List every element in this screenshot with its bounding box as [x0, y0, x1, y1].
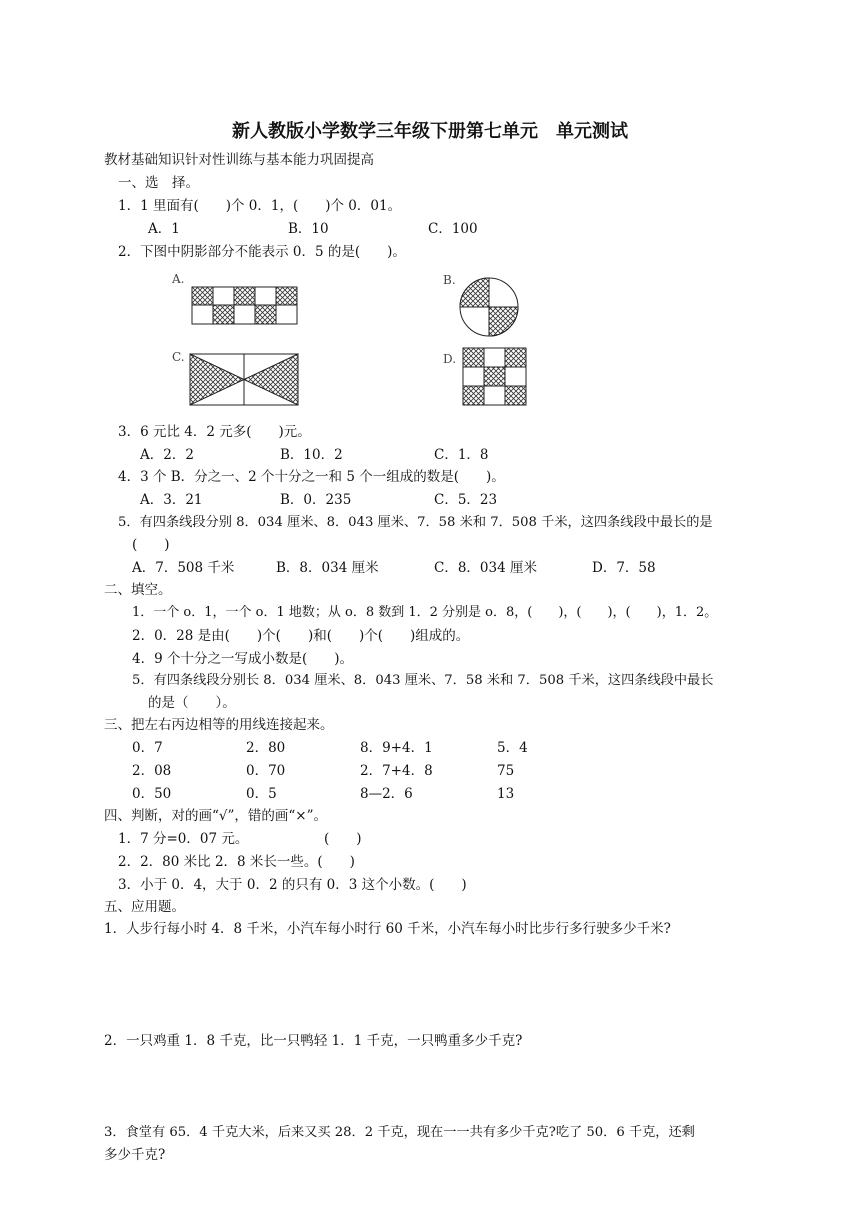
- match-item: 8．9+4．1: [360, 740, 433, 756]
- match-item: 8—2．6: [360, 786, 413, 802]
- figure-d-label: D.: [443, 352, 457, 366]
- option-a: A．2．2: [140, 447, 194, 463]
- option-d: D．7．58: [592, 560, 656, 576]
- option-b: B．10．2: [280, 447, 343, 463]
- question-1-5: 5．有四条线段分别 8．034 厘米、8．043 厘米、7．58 米和 7．508 千米，这四条线段中最长的是: [118, 515, 713, 530]
- option-a: A．7．508 千米: [132, 560, 235, 576]
- figure-a-label: A.: [172, 272, 185, 286]
- question-4-1: 1．7 分=0．07 元。: [118, 831, 249, 847]
- option-c: C．100: [428, 221, 478, 237]
- answer-paren: ( ): [132, 537, 170, 553]
- match-item: 2．80: [246, 740, 286, 756]
- option-b: B．10: [288, 221, 329, 237]
- match-item: 75: [497, 763, 515, 779]
- question-5-2: 2．一只鸡重 1．8 千克，比一只鸭轻 1．1 千克，一只鸭重多少千克?: [104, 1033, 523, 1049]
- question-4-3: 3．小于 0．4，大于 0．2 的只有 0．3 这个小数。( ): [118, 877, 467, 893]
- match-item: 5．4: [497, 740, 528, 756]
- option-b: B．8．034 厘米: [276, 560, 379, 576]
- match-item: 13: [497, 786, 515, 802]
- figure-b-label: B.: [443, 273, 456, 287]
- page-title: 新人教版小学数学三年级下册第七单元 单元测试: [232, 121, 628, 142]
- question-2-2: 2．0．28 是由( )个( )和( )个( )组成的。: [132, 628, 470, 644]
- match-item: 0．7: [132, 740, 163, 756]
- option-a: A．1: [148, 221, 180, 237]
- figure-a: [190, 285, 302, 327]
- question-2-4: 4．9 个十分之一写成小数是( )。: [132, 651, 354, 667]
- option-c: C．8．034 厘米: [434, 560, 537, 576]
- match-item: 2．08: [132, 763, 172, 779]
- figure-c: [188, 352, 302, 408]
- figure-d: [461, 346, 529, 408]
- answer-paren: ( ): [324, 831, 362, 847]
- section-4-heading: 四、判断，对的画“√”，错的画“×”。: [104, 808, 328, 824]
- question-2-1: 1．一个 o．1，一个 o．1 地数；从 o．8 数到 1．2 分别是 o．8，( )，( )，( )，1．2。: [132, 605, 718, 620]
- match-item: 0．50: [132, 786, 172, 802]
- question-2-5: 5．有四条线段分别长 8．034 厘米、8．043 厘米、7．58 米和 7．508 千米，这四条线段中最长: [132, 673, 714, 688]
- match-item: 0．70: [246, 763, 286, 779]
- section-1-heading: 一、选 择。: [118, 175, 199, 191]
- section-2-heading: 二、填空。: [104, 582, 172, 598]
- subtitle: 教材基础知识针对性训练与基本能力巩固提高: [104, 152, 374, 168]
- question-4-2: 2．2．80 米比 2．8 米长一些。( ): [118, 854, 355, 870]
- figure-b: [458, 276, 520, 338]
- figure-c-label: C.: [172, 350, 185, 364]
- section-3-heading: 三、把左右丙边相等的用线连接起来。: [104, 717, 334, 733]
- question-5-1: 1．人步行每小时 4．8 千米，小汽车每小时行 60 千米，小汽车每小时比步行多行驶多少千米?: [104, 921, 671, 937]
- option-a: A．3．21: [140, 492, 203, 508]
- question-1-2: 2．下图中阴影部分不能表示 0．5 的是( )。: [118, 244, 406, 260]
- question-1-1: 1．1 里面有( )个 0．1，( )个 0．01。: [118, 198, 402, 214]
- option-c: C．5．23: [434, 492, 498, 508]
- question-5-3-cont: 多少千克?: [104, 1147, 166, 1163]
- option-b: B．0．235: [280, 492, 352, 508]
- question-1-4: 4．3 个 B．分之一、2 个十分之一和 5 个一组成的数是( )。: [118, 469, 505, 485]
- question-1-3: 3．6 元比 4．2 元多( )元。: [118, 424, 311, 440]
- option-c: C．1．8: [434, 447, 489, 463]
- match-item: 2．7+4．8: [360, 763, 433, 779]
- question-2-5-cont: 的是（ ）。: [148, 695, 236, 711]
- section-5-heading: 五、应用题。: [104, 899, 185, 915]
- question-5-3: 3．食堂有 65．4 千克大米，后来又买 28．2 千克，现在一一共有多少千克?吃了 50．6 千克，还剩: [104, 1125, 695, 1140]
- match-item: 0．5: [246, 786, 277, 802]
